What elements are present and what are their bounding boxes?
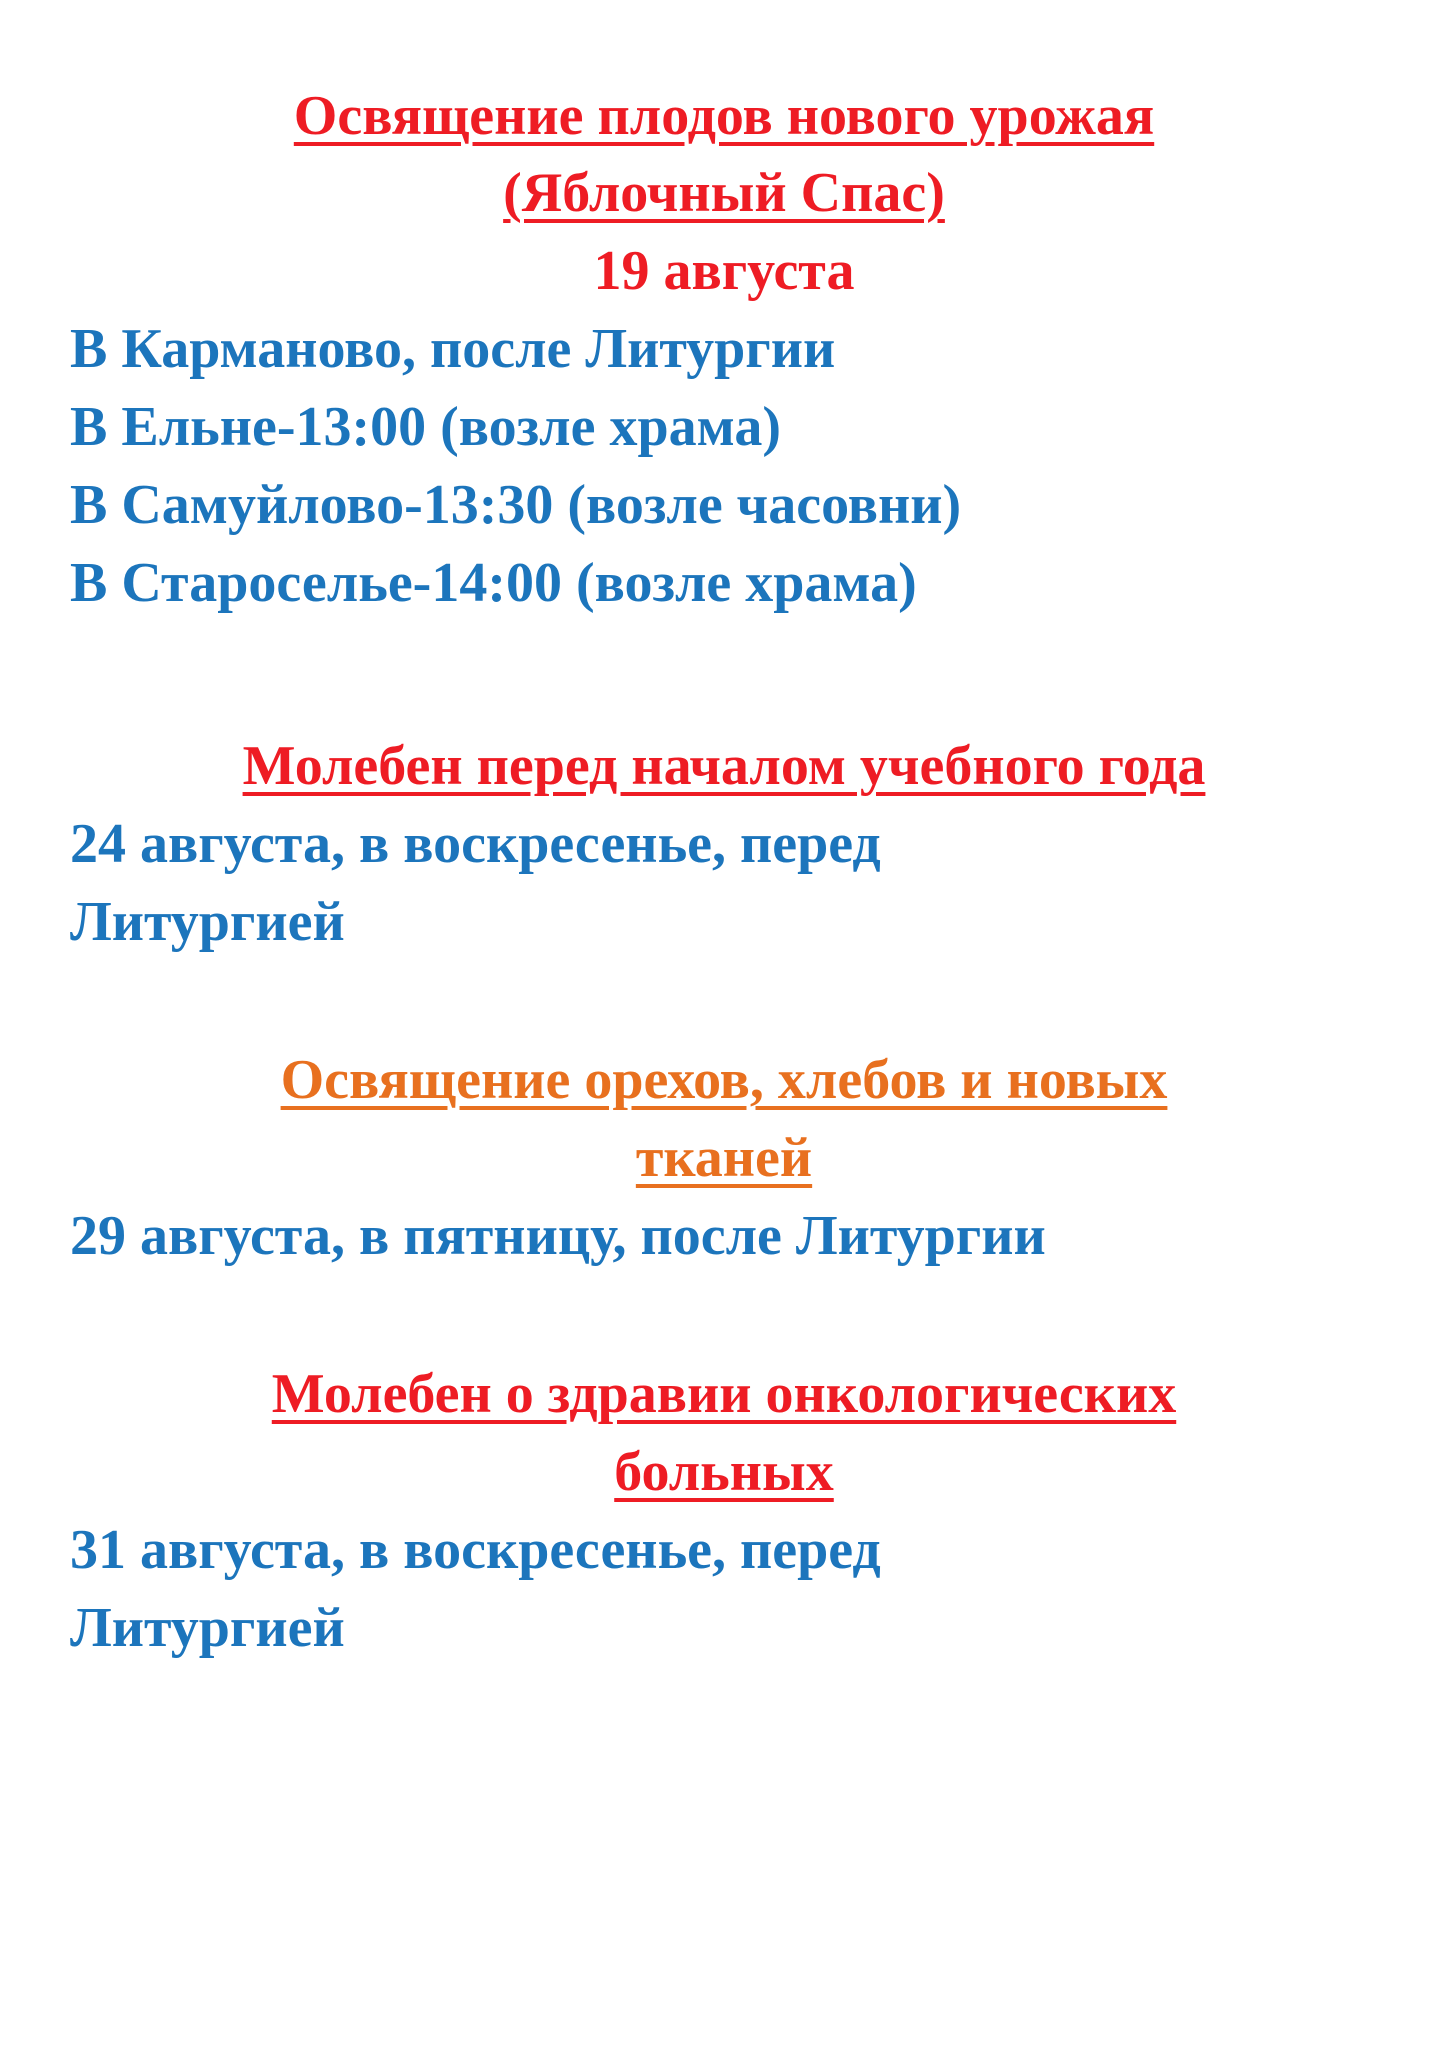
section-3-detail-1: 29 августа, в пятницу, после Литургии (70, 1205, 1046, 1267)
section-4-detail-1: 31 августа, в воскресенье, перед (70, 1519, 881, 1581)
section-3-title-line-1: Освящение орехов, хлебов и новых (280, 1049, 1168, 1111)
section-4-title-line-2: больных (614, 1441, 834, 1503)
section-1-detail-3: В Самуйлово-13:30 (возле часовни) (70, 474, 962, 536)
section-1-title-line-2: (Яблочный Спас) (503, 162, 945, 224)
section-4-title-line-1: Молебен о здравии онкологических (271, 1363, 1177, 1425)
section-1-date: 19 августа (593, 240, 855, 302)
section-2-detail-2: Литургией (70, 891, 345, 953)
section-3-title-line-2: тканей (635, 1127, 813, 1189)
section-4-detail-2: Литургией (70, 1597, 345, 1659)
section-1-title-line-1: Освящение плодов нового урожая (293, 85, 1155, 147)
section-1-detail-1: В Карманово, после Литургии (70, 318, 836, 380)
section-2-detail-1: 24 августа, в воскресенье, перед (70, 813, 881, 875)
section-1-detail-2: В Ельне-13:00 (возле храма) (70, 396, 781, 458)
section-2-title: Молебен перед началом учебного года (242, 735, 1206, 797)
section-1-detail-4: В Староселье-14:00 (возле храма) (70, 552, 917, 614)
